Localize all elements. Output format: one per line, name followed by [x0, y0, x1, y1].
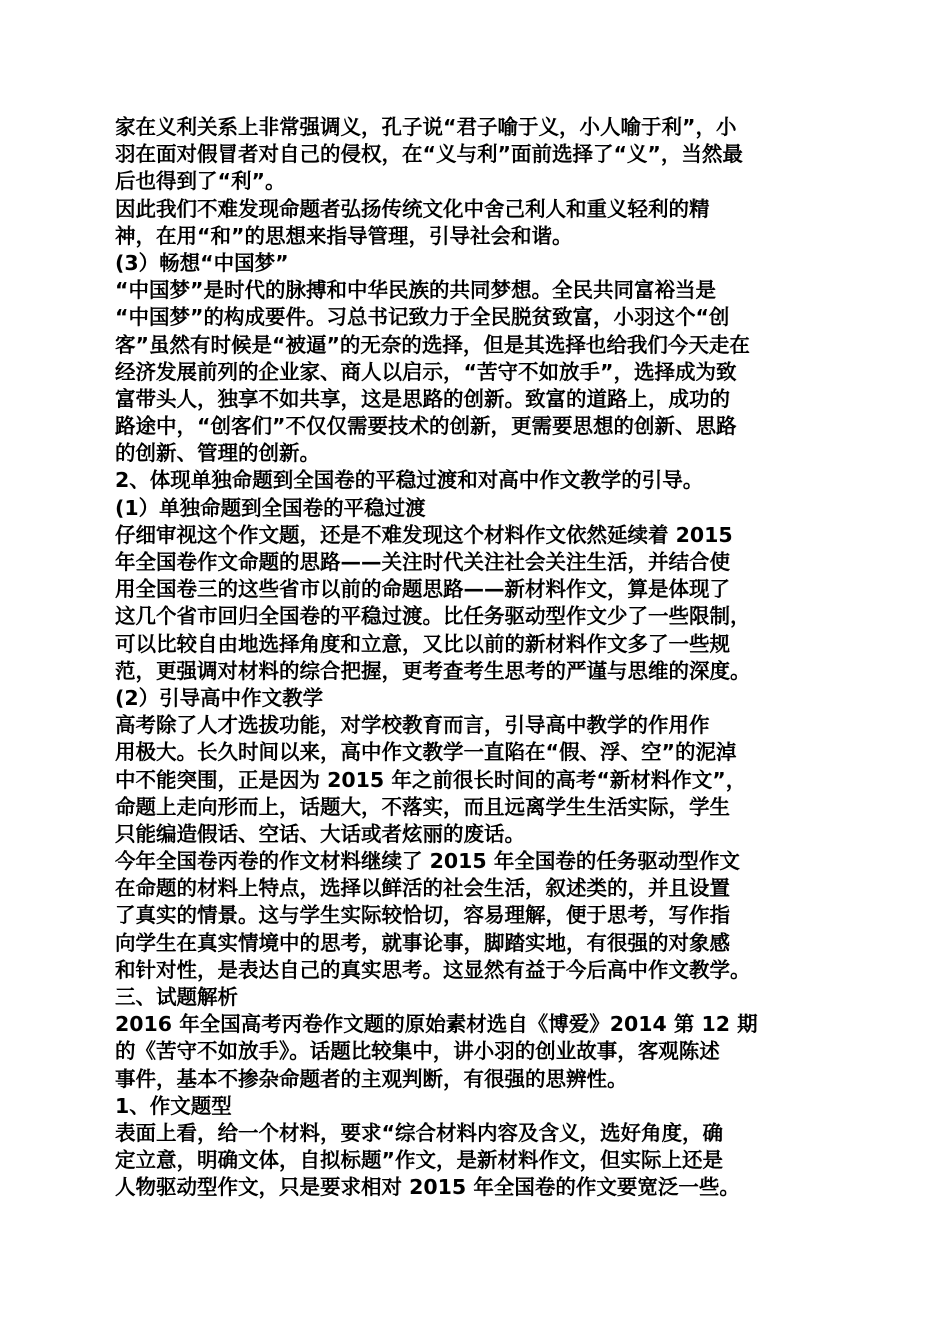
- text-line: 羽在面对假冒者对自己的侵权，在“义与利”面前选择了“义”，当然最: [115, 142, 743, 167]
- text-line: 今年全国卷丙卷的作文材料继续了 2015 年全国卷的任务驱动型作文: [115, 849, 740, 874]
- text-line: 事件，基本不掺杂命题者的主观判断，有很强的思辨性。: [115, 1066, 628, 1091]
- section-heading: 1、作文题型: [115, 1093, 232, 1118]
- text-line: 仔细审视这个作文题，还是不难发现这个材料作文依然延续着 2015: [115, 522, 733, 547]
- text-line: “中国梦”的构成要件。习总书记致力于全民脱贫致富，小羽这个“创: [115, 305, 730, 330]
- text-line: 因此我们不难发现命题者弘扬传统文化中舍己利人和重义轻利的精: [115, 196, 710, 221]
- text-line: “中国梦”是时代的脉搏和中华民族的共同梦想。全民共同富裕当是: [115, 278, 716, 303]
- text-line: 家在义利关系上非常强调义，孔子说“君子喻于义，小人喻于利”，小: [115, 115, 737, 139]
- text-line: 神，在用“和”的思想来指导管理，引导社会和谐。: [115, 223, 573, 248]
- section-heading: (2）引导高中作文教学: [115, 685, 324, 710]
- text-line: 2016 年全国高考丙卷作文题的原始素材选自《博爱》2014 第 12 期: [115, 1012, 758, 1037]
- text-line: 命题上走向形而上，话题大，不落实，而且远离学生生活实际，学生: [115, 794, 730, 819]
- text-line: 的创新、管理的创新。: [115, 441, 320, 466]
- text-line: 这几个省市回归全国卷的平稳过渡。比任务驱动型作文少了一些限制，: [115, 604, 751, 629]
- text-line: 范，更强调对材料的综合把握，更考查考生思考的严谨与思维的深度。: [115, 658, 751, 683]
- text-line: 中不能突围，正是因为 2015 年之前很长时间的高考“新材料作文”，: [115, 767, 747, 792]
- section-heading: 2、体现单独命题到全国卷的平稳过渡和对高中作文教学的引导。: [115, 468, 704, 493]
- section-heading: (3）畅想“中国梦”: [115, 250, 289, 275]
- text-line: 路途中，“创客们”不仅仅需要技术的创新，更需要思想的创新、思路: [115, 414, 737, 439]
- text-line: 用全国卷三的这些省市以前的命题思路——新材料作文，算是体现了: [115, 577, 730, 602]
- text-line: 了真实的情景。这与学生实际较恰切，容易理解，便于思考，写作指: [115, 903, 730, 928]
- text-line: 年全国卷作文命题的思路——关注时代关注社会关注生活，并结合使: [115, 550, 730, 574]
- text-line: 可以比较自由地选择角度和立意，又比以前的新材料作文多了一些规: [115, 631, 730, 656]
- text-line: 只能编造假话、空话、大话或者炫丽的废话。: [115, 821, 525, 846]
- document-page: [115, 114, 855, 1202]
- text-line: 富带头人，独享不如共享，这是思路的创新。致富的道路上，成功的: [115, 386, 730, 411]
- text-line: 经济发展前列的企业家、商人以启示，“苦守不如放手”，选择成为致: [115, 359, 737, 384]
- text-line: 和针对性，是表达自己的真实思考。这显然有益于今后高中作文教学。: [115, 957, 751, 982]
- text-line: 向学生在真实情境中的思考，就事论事，脚踏实地，有很强的对象感: [115, 930, 730, 955]
- text-line: 在命题的材料上特点，选择以鲜活的社会生活，叙述类的，并且设置: [115, 876, 730, 901]
- text-line: 后也得到了“利”。: [115, 169, 286, 194]
- text-line: 高考除了人才选拔功能，对学校教育而言，引导高中教学的作用作: [115, 713, 710, 738]
- text-line: 的《苦守不如放手》。话题比较集中，讲小羽的创业故事，客观陈述: [115, 1039, 720, 1064]
- text-line: 客”虽然有时候是“被逼”的无奈的选择，但是其选择也给我们今天走在: [115, 332, 750, 357]
- section-heading: 三、试题解析: [115, 985, 238, 1009]
- text-line: 用极大。长久时间以来，高中作文教学一直陷在“假、浮、空”的泥淖: [115, 740, 737, 765]
- text-line: 定立意，明确文体，自拟标题”作文，是新材料作文，但实际上还是: [115, 1148, 723, 1173]
- text-line: 人物驱动型作文，只是要求相对 2015 年全国卷的作文要宽泛一些。: [115, 1175, 740, 1200]
- text-line: 表面上看，给一个材料，要求“综合材料内容及含义，选好角度，确: [115, 1120, 723, 1145]
- section-heading: (1）单独命题到全国卷的平稳过渡: [115, 495, 426, 520]
